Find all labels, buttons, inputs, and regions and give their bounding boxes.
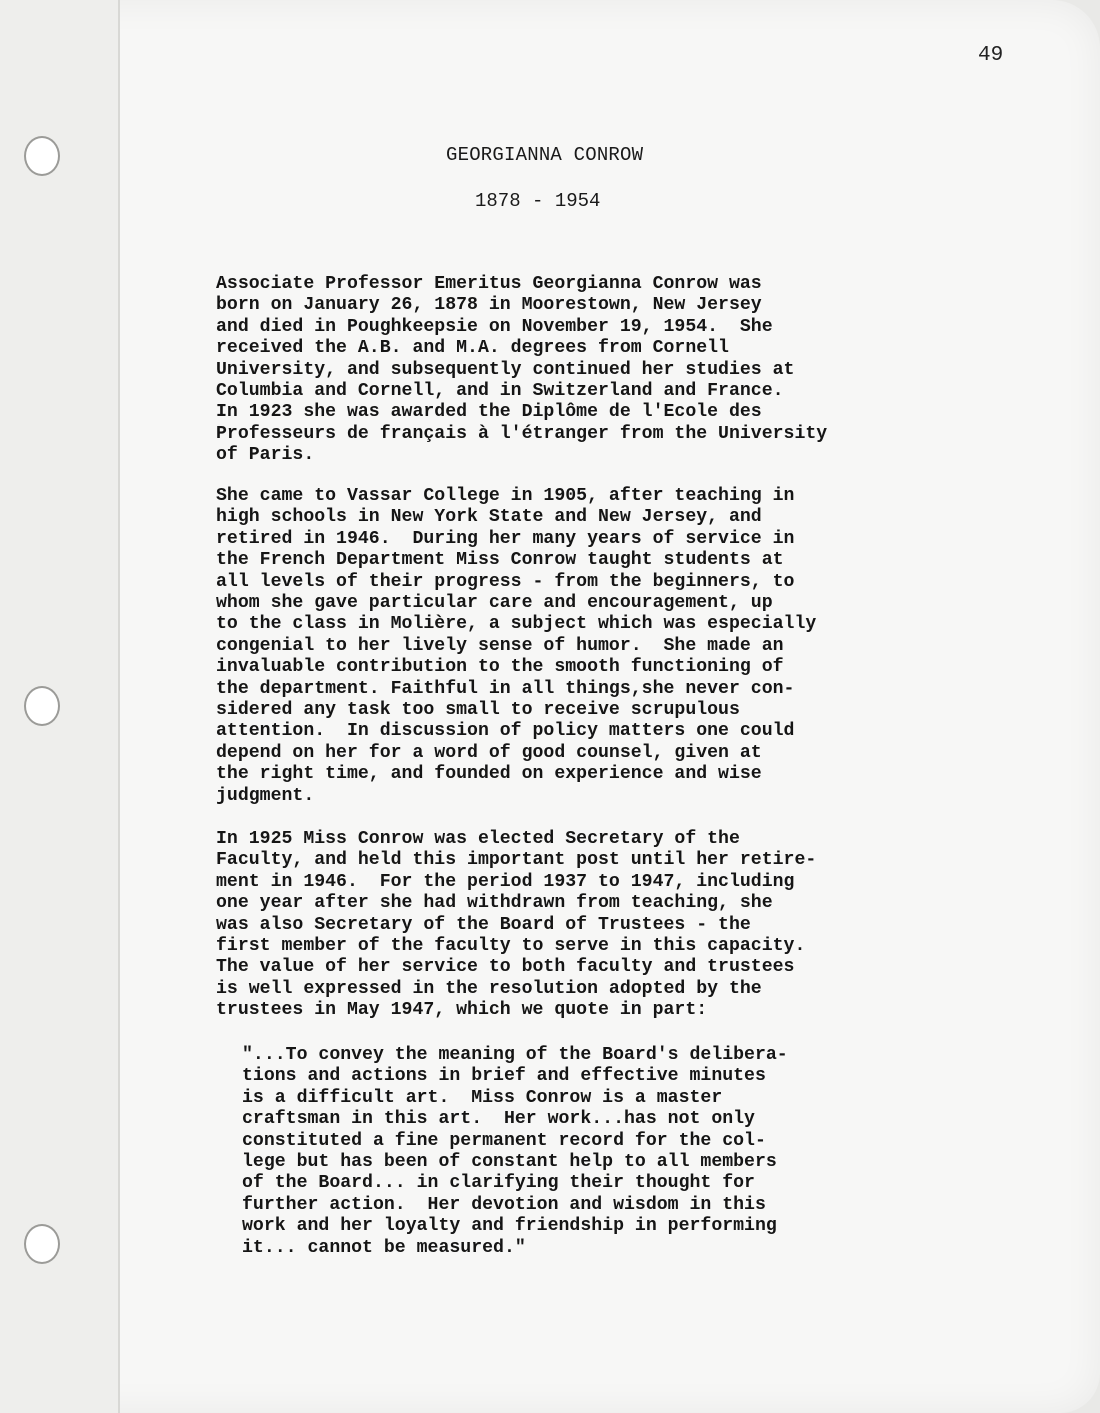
trustees-resolution-quote: "...To convey the meaning of the Board's delibera- tions and actions in brief and effective minutes is a difficult art. Miss Conrow is a master craftsman in this art. Her work...has not only constituted a fine permanent record for the col- lege but has been of constant help to all members of the Board... in clarifying their thought for further action. Her devotion and wisdom in this work and her loyalty and friendship in performing it... cannot be measured." bbox=[242, 1045, 788, 1258]
paragraph-career: She came to Vassar College in 1905, after teaching in high schools in New York State and New Jersey, and retired in 1946. During her many years of service in the French Department Miss Conrow taught students at all levels of their progress - from the beginners, to whom she gave particular care and encouragement, up to the class in Molière, a subject which was especially congenial to her lively sense of humor. She made an invaluable contribution to the smooth functioning of the department. Faithful in all things,she never con- sidered any task too small to receive scrupulous attention. In discussion of policy matters one could depend on her for a word of good counsel, given at the right time, and founded on experience and wise judgment. bbox=[216, 486, 817, 806]
paragraph-secretary: In 1925 Miss Conrow was elected Secretary of the Faculty, and held this important post until her retire- ment in 1946. For the period 1937 to 1947, including one year after she had withdrawn from teaching, she was also Secretary of the Board of Trustees - the first member of the faculty to serve in this capacity. The value of her service to both faculty and trustees is well expressed in the resolution adopted by the trustees in May 1947, which we quote in part: bbox=[216, 829, 817, 1021]
paragraph-biography: Associate Professor Emeritus Georgianna Conrow was born on January 26, 1878 in Moorestown, New Jersey and died in Poughkeepsie on November 19, 1954. She received the A.B. and M.A. degrees from Cornell University, and subsequently continued her studies at Columbia and Cornell, and in Switzerland and France. In 1923 she was awarded the Diplôme de l'Ecole des Professeurs de français à l'étranger from the University of Paris. bbox=[216, 274, 828, 466]
page-number: 49 bbox=[978, 44, 1004, 67]
punch-hole-bottom bbox=[24, 1224, 60, 1264]
life-dates: 1878 - 1954 bbox=[475, 190, 601, 212]
punch-hole-middle bbox=[24, 686, 60, 726]
page-title: GEORGIANNA CONROW bbox=[446, 144, 644, 166]
binding-strip bbox=[0, 0, 120, 1413]
punch-hole-top bbox=[24, 136, 60, 176]
